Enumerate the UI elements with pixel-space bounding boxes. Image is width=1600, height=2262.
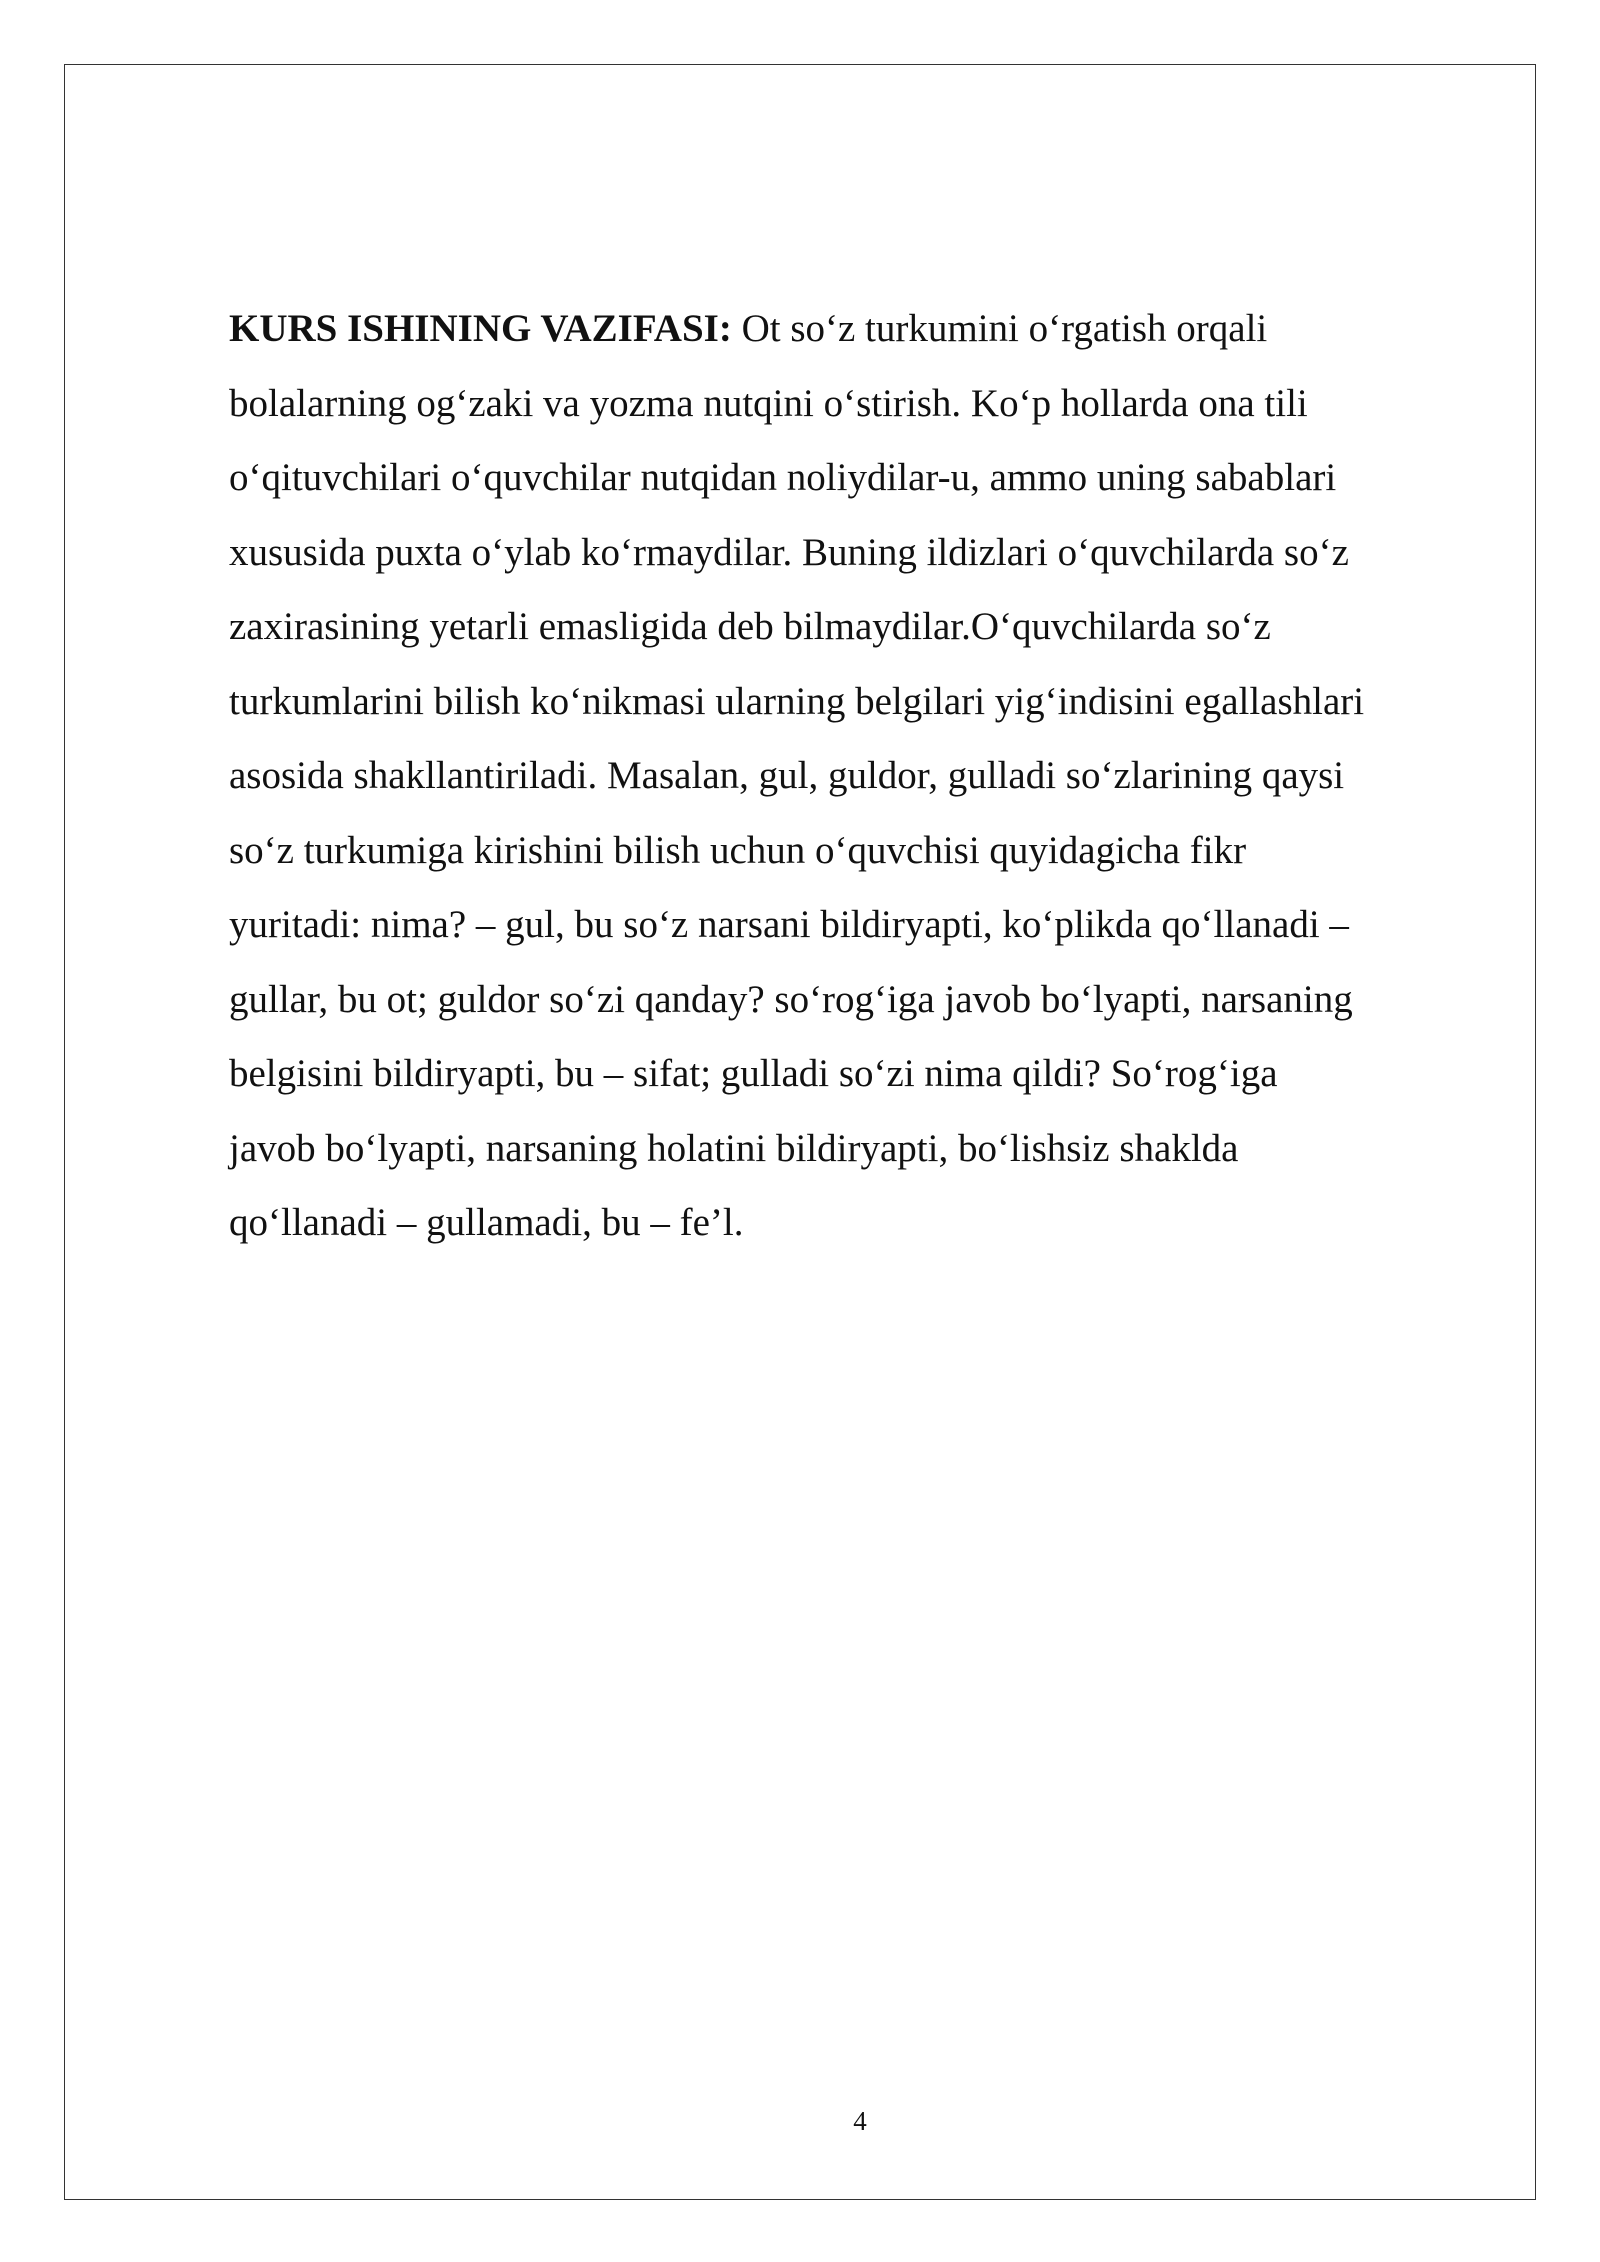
body-paragraph xyxy=(229,292,1499,1261)
paragraph-line: belgisini bildiryapti, bu – sifat; gulladi so‘zi nima qildi? So‘rog‘iga xyxy=(229,1052,1278,1095)
paragraph-line: yuritadi: nima? – gul, bu so‘z narsani bildiryapti, ko‘plikda qo‘llanadi – xyxy=(229,903,1349,946)
paragraph-line: so‘z turkumiga kirishini bilish uchun o‘quvchisi quyidagicha fikr xyxy=(229,828,1247,872)
paragraph-line xyxy=(229,292,1499,367)
paragraph-line: o‘qituvchilari o‘quvchilar nutqidan noliydilar-u, ammo uning sabablari xyxy=(229,456,1337,499)
paragraph-line-text: Ot so‘z turkumini o‘rgatish orqali xyxy=(731,307,1268,350)
paragraph-line: bolalarning og‘zaki va yozma nutqini o‘stirish. Ko‘p hollarda ona tili xyxy=(229,381,1308,425)
paragraph-line: zaxirasining yetarli emasligida deb bilmaydilar.O‘quvchilarda so‘z xyxy=(229,605,1271,648)
paragraph-line: gullar, bu ot; guldor so‘zi qanday? so‘rog‘iga javob bo‘lyapti, narsaning xyxy=(229,977,1353,1021)
paragraph-line: asosida shakllantiriladi. Masalan, gul, guldor, gulladi so‘zlarining qaysi xyxy=(229,754,1345,797)
section-heading: KURS ISHINING VAZIFASI: xyxy=(229,307,732,350)
paragraph-line: qo‘llanadi – gullamadi, bu – fe’l. xyxy=(229,1201,744,1244)
paragraph-line: xususida puxta o‘ylab ko‘rmaydilar. Buning ildizlari o‘quvchilarda so‘z xyxy=(229,530,1349,574)
page-number: 4 xyxy=(853,2106,867,2136)
paragraph-line: turkumlarini bilish ko‘nikmasi ularning belgilari yig‘indisini egallashlari xyxy=(229,679,1365,723)
paragraph-line: javob bo‘lyapti, narsaning holatini bildiryapti, bo‘lishsiz shaklda xyxy=(229,1126,1239,1170)
